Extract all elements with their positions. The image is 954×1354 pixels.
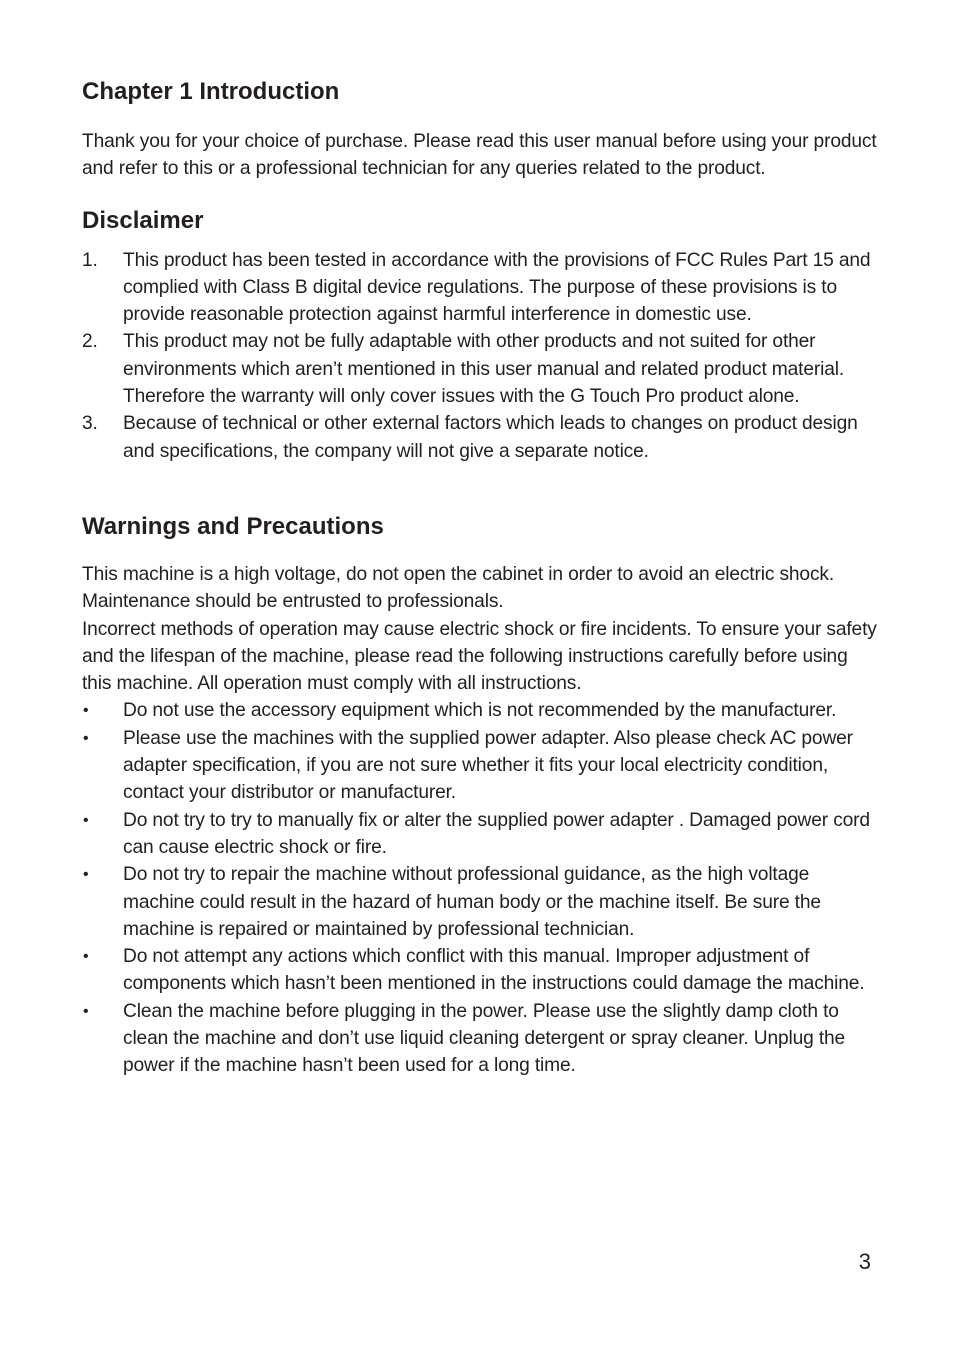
disclaimer-item-text: This product may not be fully adaptable with other products and not suited for other environments which aren’t mentioned in this user manual and related product material. Therefore the warranty will only cover issues with the G Touch Pro product alone. — [123, 331, 845, 408]
warning-item-text: Do not attempt any actions which conflict with this manual. Improper adjustment of components which hasn’t been mentioned in the instructions could damage the machine. — [123, 946, 865, 995]
warning-item-text: Do not try to repair the machine without professional guidance, as the high voltage machine could result in the hazard of human body or the machine itself. Be sure the machine is repaired or maintained by professional technician. — [123, 864, 821, 940]
bullet-icon: • — [83, 729, 89, 747]
warning-item — [82, 861, 877, 943]
bullet-icon: • — [83, 948, 89, 966]
bullet-icon: • — [83, 866, 89, 884]
warning-item-text: Please use the machines with the supplied power adapter. Also please check AC power adapter specification, if you are not sure whether it fits your local electricity condition, contact your distributor or manufacturer. — [123, 727, 853, 804]
warning-item — [82, 807, 877, 862]
disclaimer-item — [82, 247, 877, 329]
intro-paragraph: Thank you for your choice of purchase. Please read this user manual before using your product and refer to this or a professional technician for any queries related to the product. — [82, 131, 877, 180]
page-number: 3 — [858, 1249, 871, 1274]
bullet-icon: • — [83, 1002, 89, 1020]
warning-item — [82, 998, 877, 1080]
list-number: 3. — [82, 413, 98, 435]
warnings-paragraph-2: Incorrect methods of operation may cause electric shock or fire incidents. To ensure your safety and the lifespan of the machine, please read the following instructions carefully before using this machine. All operation must comply with all instructions. — [82, 618, 877, 695]
disclaimer-item-text: Because of technical or other external factors which leads to changes on product design and specifications, the company will not give a separate notice. — [123, 413, 858, 462]
chapter-title: Chapter 1 Introduction — [82, 78, 340, 105]
warnings-heading: Warnings and Precautions — [82, 512, 384, 540]
disclaimer-item-text: This product has been tested in accordance with the provisions of FCC Rules Part 15 and complied with Class B digital device regulations. The purpose of these provisions is to provide reasonable protection against harmful interference in domestic use. — [123, 249, 871, 326]
bullet-icon: • — [83, 811, 89, 829]
disclaimer-list — [82, 247, 877, 465]
warning-item — [82, 725, 877, 807]
bullet-icon: • — [83, 702, 89, 720]
disclaimer-heading: Disclaimer — [82, 206, 204, 234]
list-number: 2. — [82, 331, 98, 353]
warnings-list — [82, 697, 877, 1079]
warning-item — [82, 697, 877, 724]
list-number: 1. — [82, 249, 98, 271]
disclaimer-item — [82, 328, 877, 410]
warning-item-text: Do not use the accessory equipment which is not recommended by the manufacturer. — [123, 700, 837, 722]
disclaimer-item — [82, 410, 877, 465]
warning-item — [82, 943, 877, 998]
warning-item-text: Clean the machine before plugging in the power. Please use the slightly damp cloth to clean the machine and don’t use liquid cleaning detergent or spray cleaner. Unplug the power if the machine hasn’t been used for a long time. — [123, 1000, 846, 1077]
warnings-paragraph-1: This machine is a high voltage, do not open the cabinet in order to avoid an electric shock. Maintenance should be entrusted to professionals. — [82, 563, 835, 613]
page-content — [82, 76, 877, 1080]
warning-item-text: Do not try to try to manually fix or alter the supplied power adapter . Damaged power cord can cause electric shock or fire. — [123, 809, 870, 858]
